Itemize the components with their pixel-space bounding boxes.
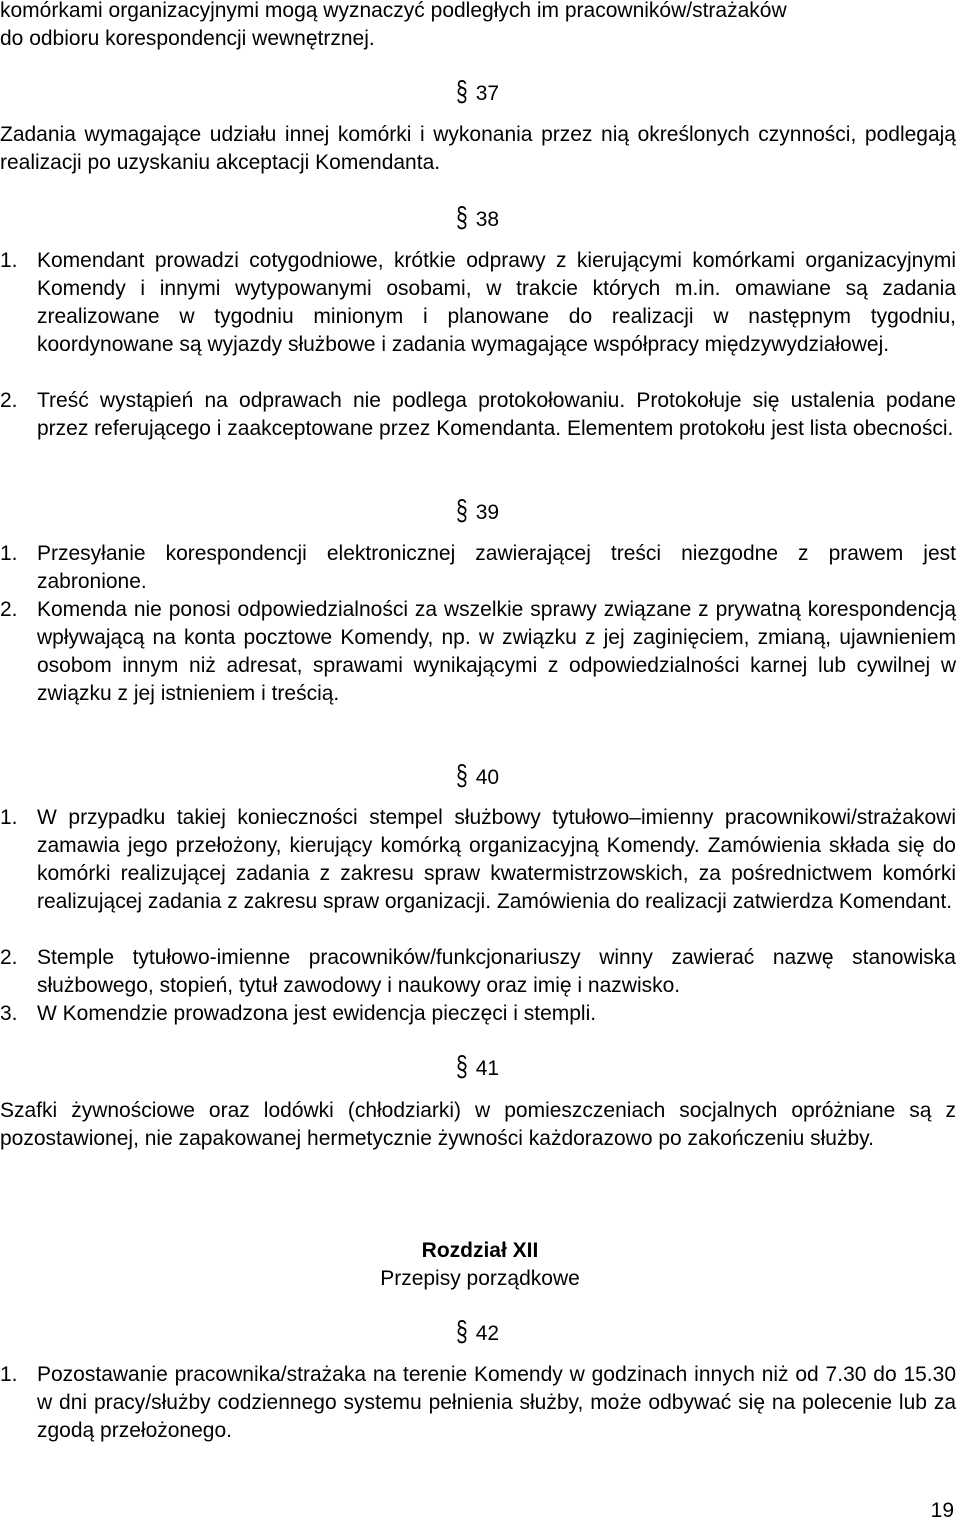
section-sign: § xyxy=(456,760,468,792)
item-number: 1. xyxy=(0,249,18,272)
item-number: 2. xyxy=(0,598,18,621)
item-number: 2. xyxy=(0,946,18,969)
section-39-item-1: Przesyłanie korespondencji elektronicznej zawierającej treści niezgodne z prawem jest zabronione. xyxy=(37,542,956,593)
section-number: 38 xyxy=(475,208,500,231)
section-40-item-1: W przypadku takiej konieczności stempel służbowy tytułowo–imienny pracownikowi/strażakowi zamawia jego przełożony, kierujący komórką organizacyjną Komendy. Zamówienia składa się do komórki realizującej zadania z zakresu spraw kwatermistrzowskich, za pośrednictwem komórki realizującej zadania z zakresu spraw organizacji. Zamówienia do realizacji zatwierdza Komendant. xyxy=(37,806,956,913)
chapter-subtitle: Przepisy porządkowe xyxy=(380,1267,580,1290)
section-42-heading xyxy=(456,1316,500,1348)
section-38-heading xyxy=(456,202,500,234)
section-40-item-3: W Komendzie prowadzona jest ewidencja pieczęci i stempli. xyxy=(37,1002,597,1025)
section-38-item-2: Treść wystąpień na odprawach nie podlega protokołowaniu. Protokołuje się ustalenia podane przez referującego i zaakceptowane przez Komendanta. Elementem protokołu jest lista obecności. xyxy=(37,389,956,440)
item-number: 1. xyxy=(0,806,18,829)
item-number: 1. xyxy=(0,1363,18,1386)
continuation-line-2: do odbioru korespondencji wewnętrznej. xyxy=(0,27,375,50)
section-42-item-1: Pozostawanie pracownika/strażaka na terenie Komendy w godzinach innych niż od 7.30 do 15.30 w dni pracy/służby codziennego systemu pełnienia służby, może odbywać się na polecenie lub za zgodą przełożonego. xyxy=(37,1363,956,1442)
section-38-item-1: Komendant prowadzi cotygodniowe, krótkie odprawy z kierującymi komórkami organizacyjnymi Komendy i innymi wytypowanymi osobami, w trakcie których m.in. omawiane są zadania zrealizowane w tygodniu minionym i planowane do realizacji w następnym tygodniu, koordynowane są wyjazdy służbowe i zadania wymagające współpracy międzywydziałowej. xyxy=(37,249,956,356)
section-40-item-2: Stemple tytułowo-imienne pracowników/funkcjonariuszy winny zawierać nazwę stanowiska służbowego, stopień, tytuł zawodowy i naukowy oraz imię i nazwisko. xyxy=(37,946,956,997)
section-number: 39 xyxy=(475,501,500,524)
section-sign: § xyxy=(456,202,468,234)
continuation-paragraph xyxy=(0,0,956,53)
section-number: 37 xyxy=(475,82,500,105)
item-number: 3. xyxy=(0,1002,18,1025)
page-number: 19 xyxy=(930,1499,954,1522)
section-39-item-2: Komenda nie ponosi odpowiedzialności za wszelkie sprawy związane z prywatną korespondencją wpływającą na konta pocztowe Komendy, np. w związku z jej zaginięciem, zmianą, ujawnieniem osobom innym niż adresat, sprawami wynikającymi z odpowiedzialności karnej lub cywilnej w związku z jej istnieniem i treścią. xyxy=(37,598,956,705)
continuation-line-1: komórkami organizacyjnymi mogą wyznaczyć podległych im pracowników/strażaków xyxy=(0,0,787,22)
chapter-title: Rozdział XII xyxy=(421,1239,539,1262)
section-sign: § xyxy=(456,495,468,527)
section-sign: § xyxy=(456,1316,468,1348)
item-number: 1. xyxy=(0,542,18,565)
section-40-heading xyxy=(456,760,500,792)
section-41-heading xyxy=(456,1051,500,1083)
section-sign: § xyxy=(456,1051,468,1083)
section-39-heading xyxy=(456,495,500,527)
section-number: 42 xyxy=(475,1322,500,1345)
section-41-text: Szafki żywnościowe oraz lodówki (chłodziarki) w pomieszczeniach socjalnych opróżniane są z pozostawionej, nie zapakowanej hermetycznie żywności każdorazowo po zakończeniu służby. xyxy=(0,1099,956,1150)
section-37-text: Zadania wymagające udziału innej komórki i wykonania przez nią określonych czynności, podlegają realizacji po uzyskaniu akceptacji Komendanta. xyxy=(0,123,956,174)
section-number: 40 xyxy=(475,766,500,789)
section-number: 41 xyxy=(475,1057,500,1080)
item-number: 2. xyxy=(0,389,18,412)
section-37-heading xyxy=(456,76,500,108)
section-sign: § xyxy=(456,76,468,108)
